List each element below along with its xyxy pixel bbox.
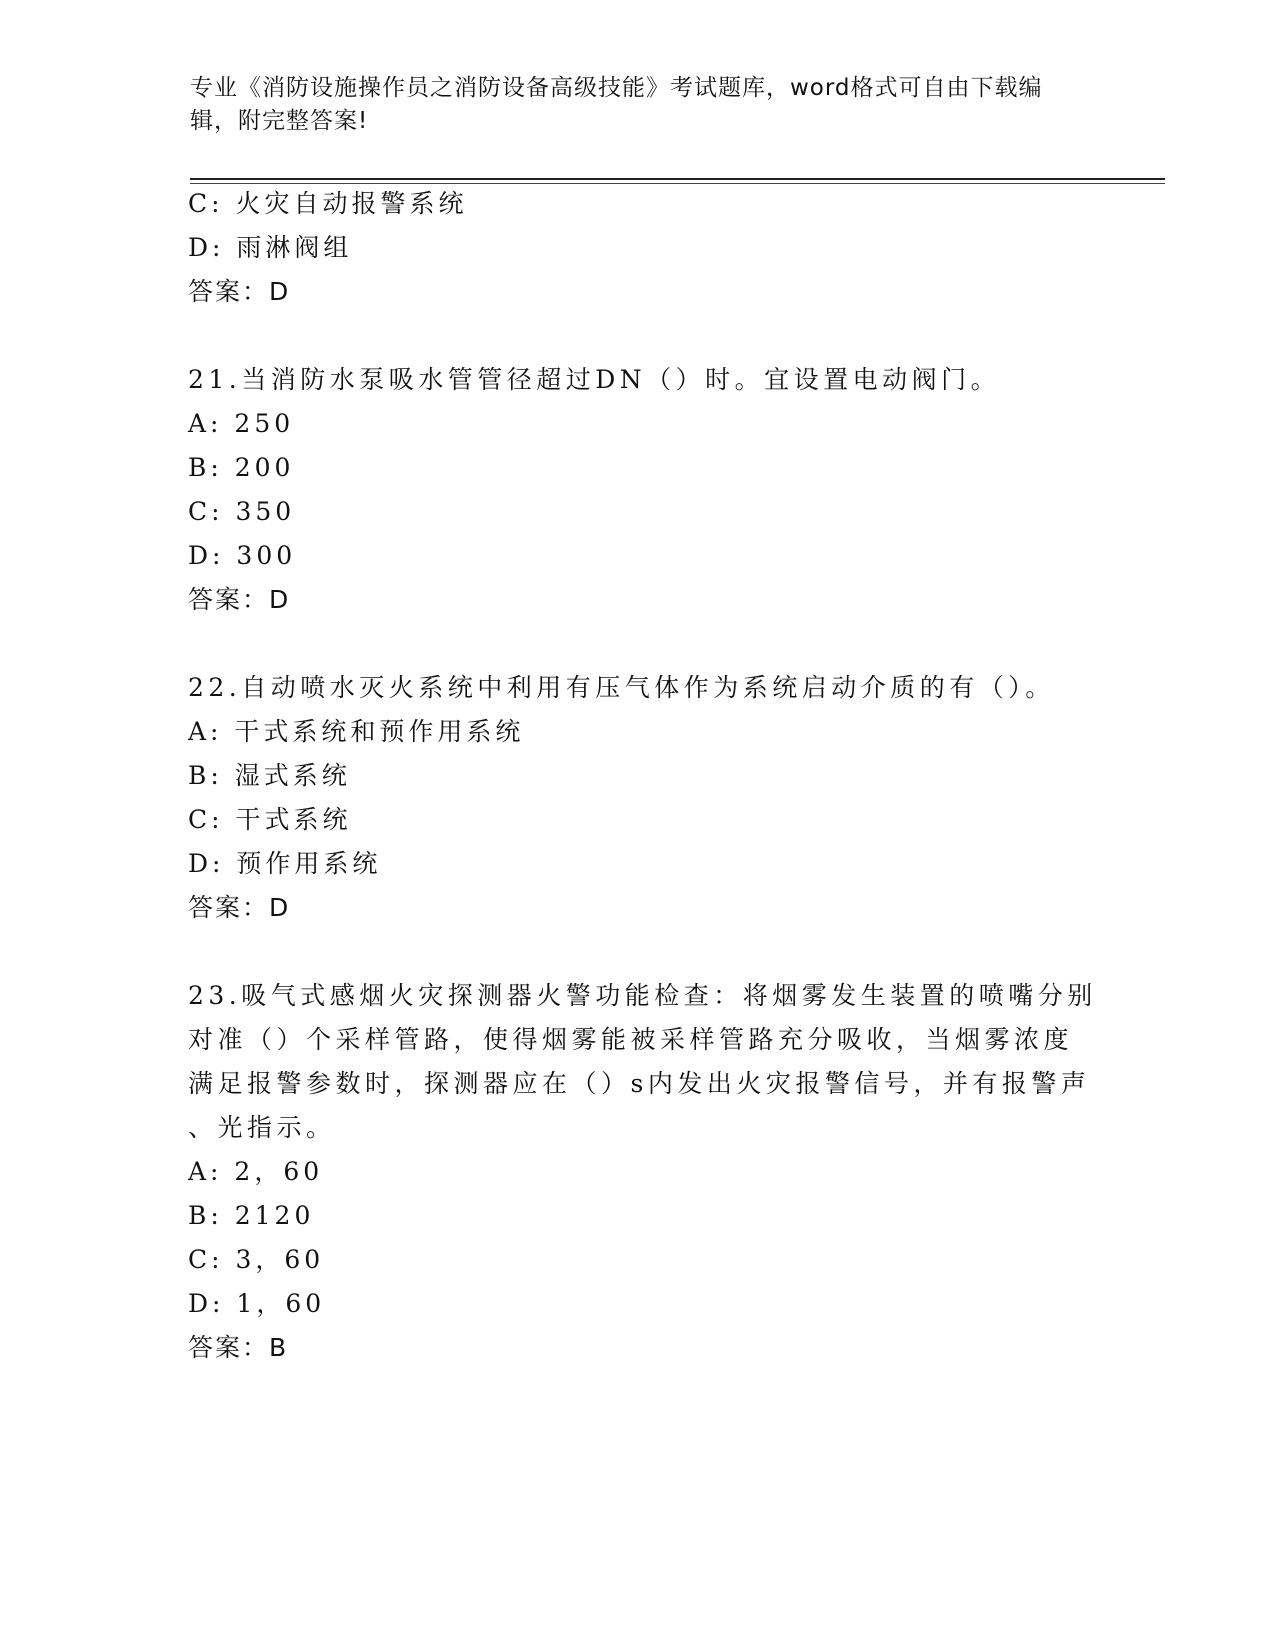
header-divider-thick	[190, 178, 1165, 180]
q23-option-a: A: 2，60	[188, 1157, 324, 1186]
header-divider-thin	[190, 183, 1165, 184]
document-header	[190, 72, 1090, 138]
q20-option-d: D: 雨淋阀组	[188, 233, 353, 262]
q21-option-b: B: 200	[188, 453, 295, 482]
q21-stem: 21.当消防水泵吸水管管径超过DN（）时。宜设置电动阀门。	[188, 365, 1001, 394]
q21-option-d: D: 300	[188, 541, 297, 570]
q22-answer: 答案：D	[188, 893, 291, 922]
q21-answer: 答案：D	[188, 585, 291, 614]
q20-answer: 答案：D	[188, 277, 291, 306]
q22-option-d: D: 预作用系统	[188, 849, 382, 878]
q23-option-b: B: 2120	[188, 1201, 315, 1230]
q23-answer: 答案：B	[188, 1333, 289, 1362]
header-line-2: 辑，附完整答案!	[190, 108, 369, 134]
q23-stem-line-4: 、光指示。	[188, 1113, 336, 1142]
q22-option-c: C: 干式系统	[188, 805, 352, 834]
q22-option-b: B: 湿式系统	[188, 761, 351, 790]
q23-option-c: C: 3，60	[188, 1245, 325, 1274]
q23-stem-line-1: 23.吸气式感烟火灾探测器火警功能检查：将烟雾发生装置的喷嘴分别	[188, 981, 1097, 1010]
q22-stem: 22.自动喷水灭火系统中利用有压气体作为系统启动介质的有（）。	[188, 673, 1055, 702]
q23-stem-line-3: 满足报警参数时，探测器应在（）s内发出火灾报警信号，并有报警声	[188, 1069, 1091, 1098]
q23-option-d: D: 1，60	[188, 1289, 326, 1318]
header-line-1: 专业《消防设施操作员之消防设备高级技能》考试题库，word格式可自由下载编	[190, 75, 1043, 101]
q20-option-c: C: 火灾自动报警系统	[188, 189, 468, 218]
q21-option-c: C: 350	[188, 497, 296, 526]
q22-option-a: A: 干式系统和预作用系统	[188, 717, 525, 746]
q23-stem-line-2: 对准（）个采样管路，使得烟雾能被采样管路充分吸收，当烟雾浓度	[188, 1025, 1074, 1054]
q21-option-a: A: 250	[188, 409, 295, 438]
